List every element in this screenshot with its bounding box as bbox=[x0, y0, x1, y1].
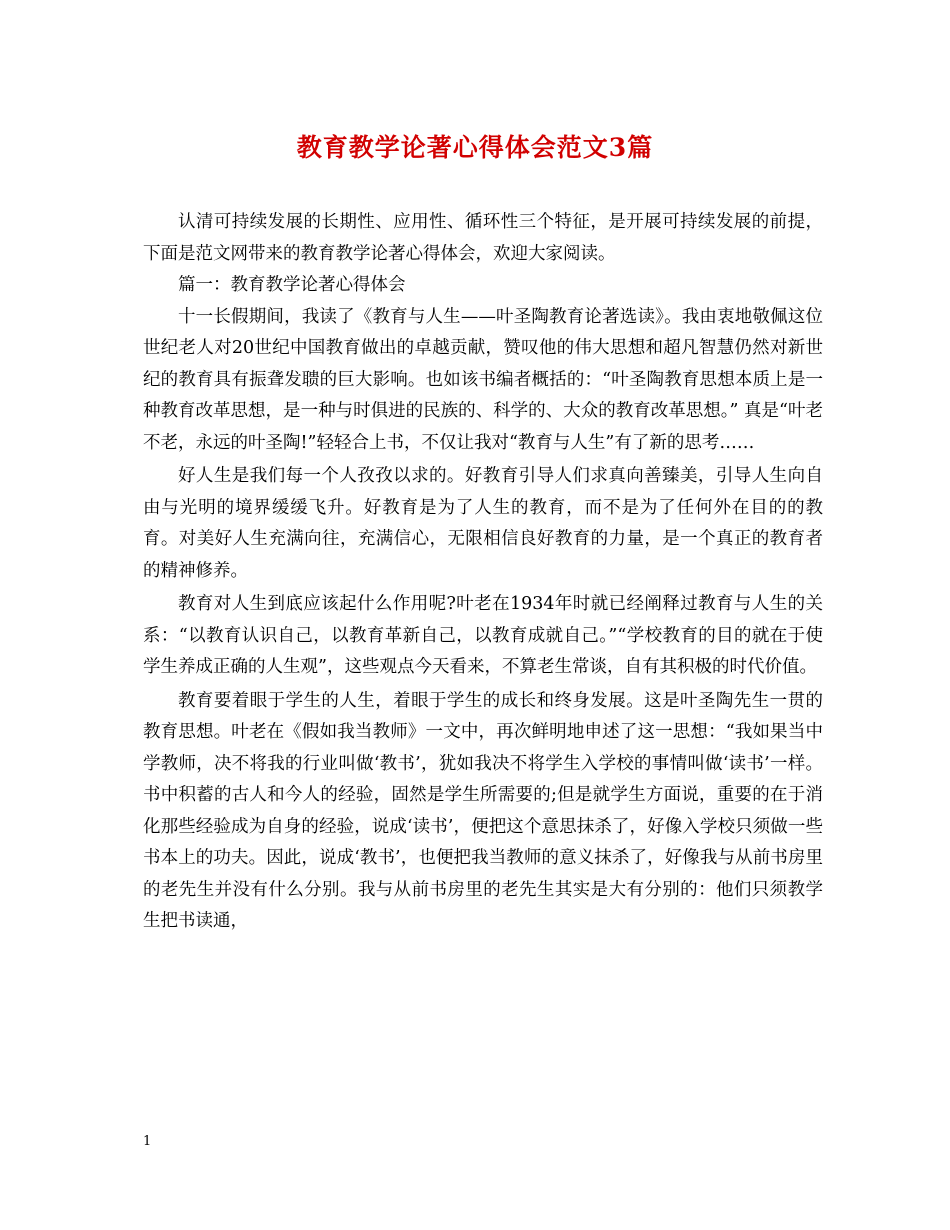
body-paragraph: 教育对人生到底应该起什么作用呢?叶老在1934年时就已经阐释过教育与人生的关系：“以教育认识自己，以教育革新自己，以教育成就自己。”“学校教育的目的就在于使学生养成正确的人生观”，这些观点今天看来，不算老生常谈，自有其积极的时代价值。 bbox=[143, 594, 823, 677]
body-paragraph: 十一长假期间，我读了《教育与人生——叶圣陶教育论著选读》。我由衷地敬佩这位世纪老人对20世纪中国教育做出的卓越贡献，赞叹他的伟大思想和超凡智慧仍然对新世纪的教育具有振聋发聩的巨大影响。也如该书编者概括的：“叶圣陶教育思想本质上是一种教育改革思想，是一种与时俱进的民族的、科学的、大众的教育改革思想。” 真是“叶老不老，永远的叶圣陶!”轻轻合上书，不仅让我对“教育与人生”有了新的思考…… bbox=[143, 306, 823, 453]
page-number: 1 bbox=[143, 1134, 152, 1149]
document-title: 教育教学论著心得体会范文3篇 bbox=[296, 133, 654, 162]
intro-paragraph: 认清可持续发展的长期性、应用性、循环性三个特征，是开展可持续发展的前提，下面是范文网带来的教育教学论著心得体会，欢迎大家阅读。 bbox=[143, 212, 823, 264]
body-paragraph: 教育要着眼于学生的人生，着眼于学生的成长和终身发展。这是叶圣陶先生一贯的教育思想。叶老在《假如我当教师》一文中，再次鲜明地申述了这一思想：“我如果当中学教师，决不将我的行业叫做‘教书’，犹如我决不将学生入学校的事情叫做‘读书’一样。书中积蓄的古人和今人的经验，固然是学生所需要的;但是就学生方面说，重要的在于消化那些经验成为自身的经验，说成‘读书’，便把这个意思抹杀了，好像入学校只须做一些书本上的功夫。因此，说成‘教书’，也便把我当教师的意义抹杀了，好像我与从前书房里的老先生并没有什么分别。我与从前书房里的老先生其实是大有分别的：他们只须教学生把书读通， bbox=[143, 690, 823, 931]
document-body bbox=[143, 207, 823, 938]
section-heading: 篇一：教育教学论著心得体会 bbox=[178, 275, 406, 295]
body-paragraph: 好人生是我们每一个人孜孜以求的。好教育引导人们求真向善臻美，引导人生向自由与光明的境界缓缓飞升。好教育是为了人生的教育，而不是为了任何外在目的的教育。对美好人生充满向往，充满信心，无限相信良好教育的力量，是一个真正的教育者的精神修养。 bbox=[143, 466, 823, 581]
